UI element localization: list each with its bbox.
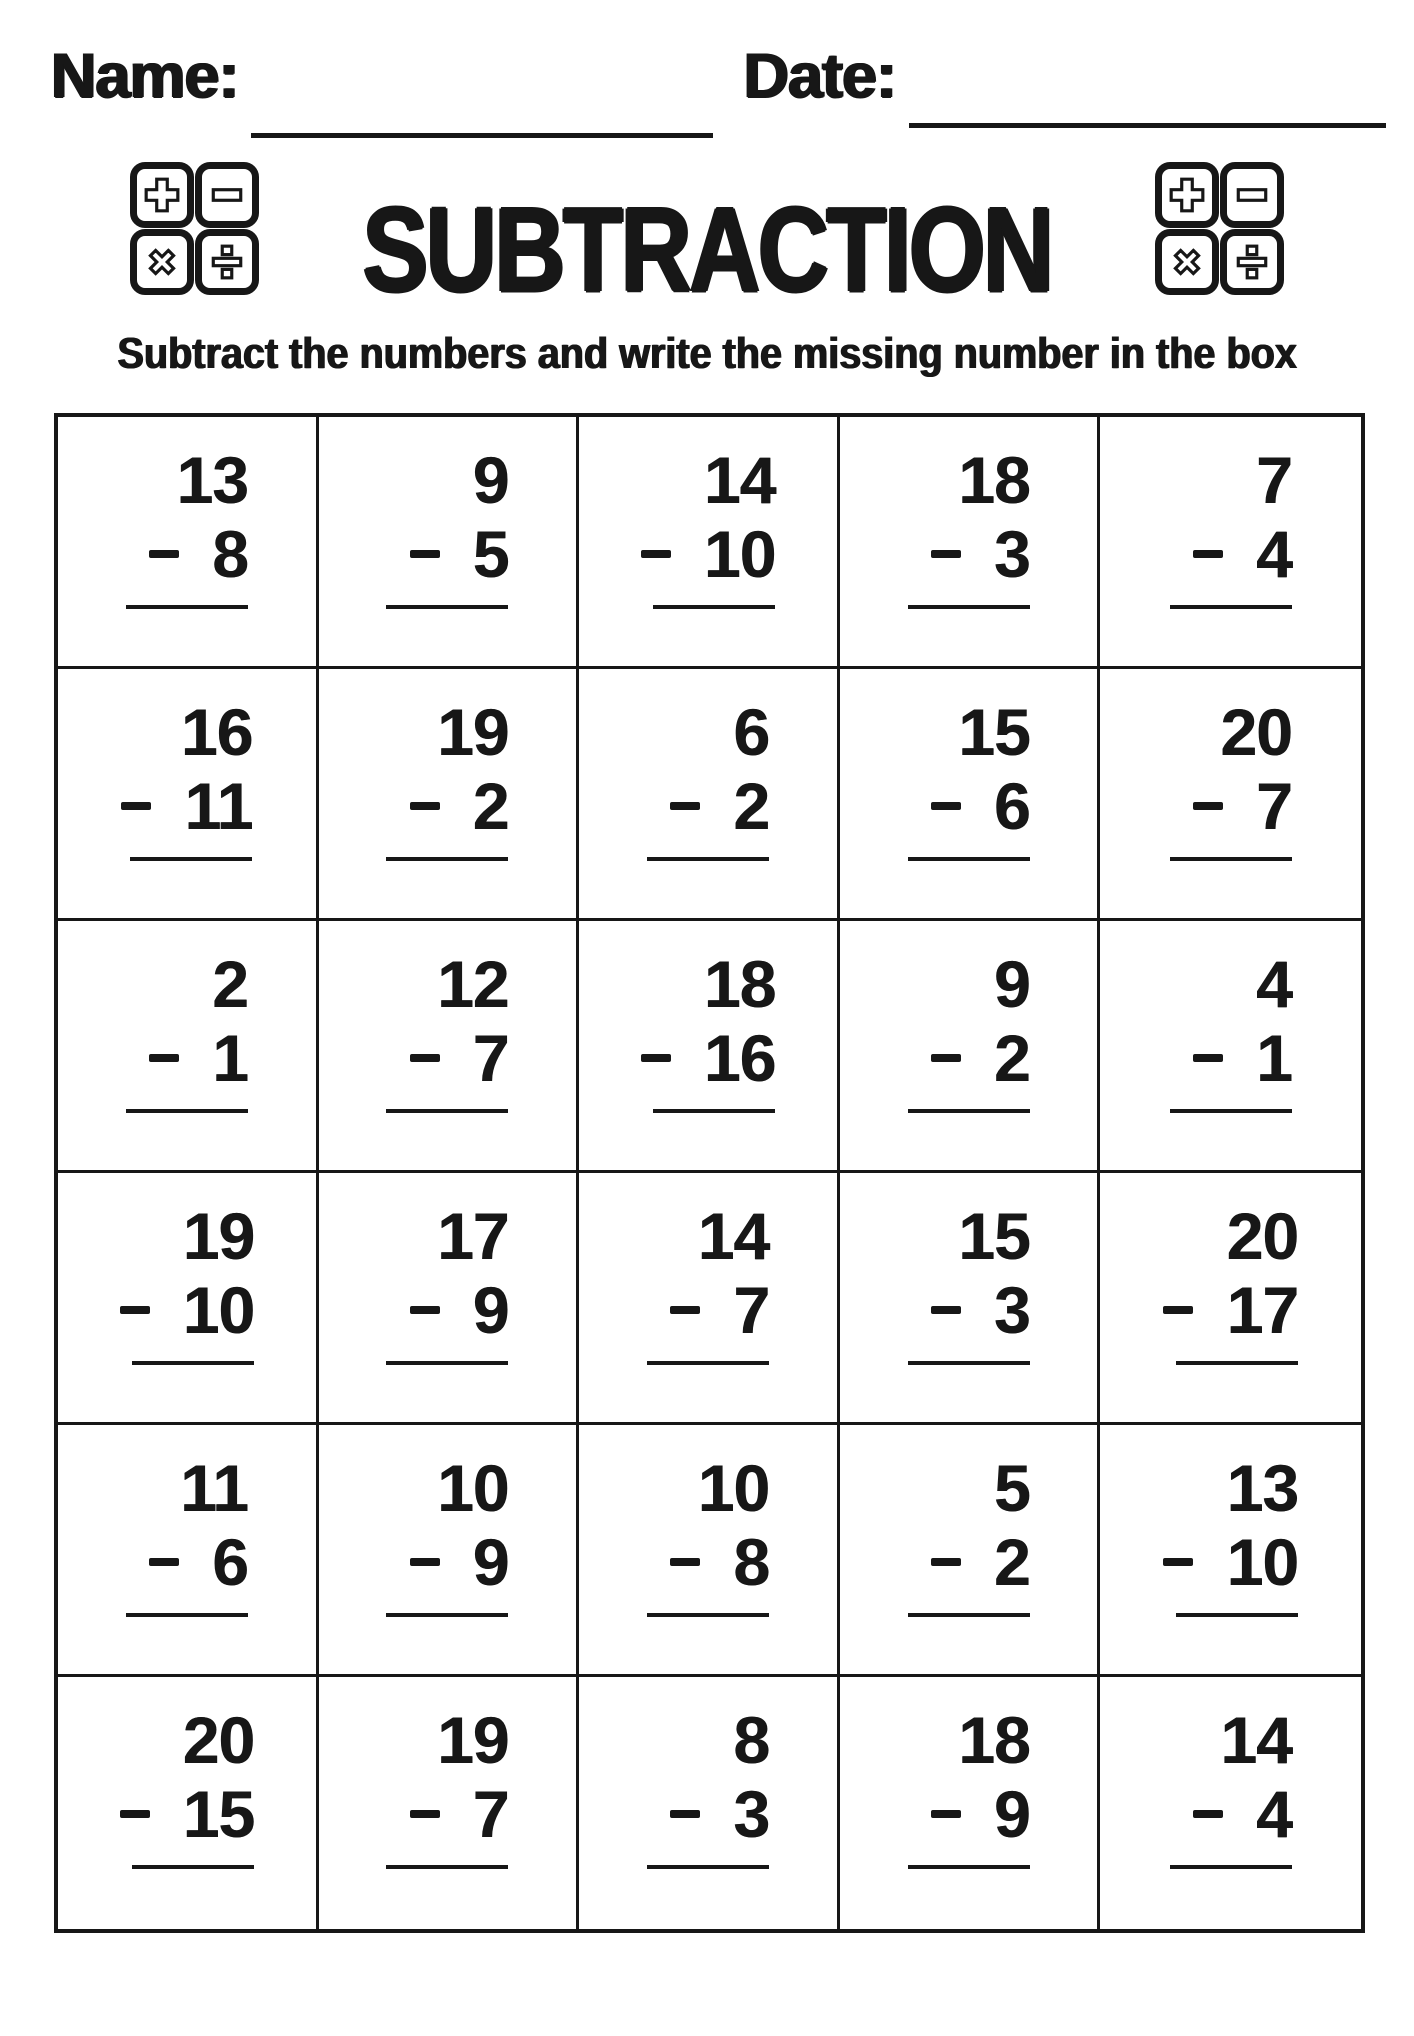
- answer-line[interactable]: [647, 857, 769, 861]
- subtrahend: 5: [472, 517, 509, 591]
- subtraction-problem: [126, 443, 248, 609]
- subtrahend: 2: [472, 769, 509, 843]
- minuend: 18: [703, 947, 776, 1021]
- minuend: 19: [182, 1199, 254, 1273]
- minuend: 20: [1226, 1199, 1298, 1273]
- minuend: 19: [436, 1703, 509, 1777]
- answer-line[interactable]: [908, 1361, 1030, 1365]
- answer-line[interactable]: [653, 1109, 775, 1113]
- answer-line[interactable]: [1176, 1361, 1298, 1365]
- minus-icon: [931, 1810, 961, 1818]
- subtrahend: 11: [184, 769, 253, 843]
- answer-line[interactable]: [386, 1613, 508, 1617]
- problem-cell: [840, 921, 1101, 1173]
- problem-cell: [319, 417, 580, 669]
- subtraction-problem: [121, 695, 252, 861]
- name-label: Name:: [51, 41, 239, 111]
- minus-icon: [410, 1558, 440, 1566]
- answer-line[interactable]: [126, 1109, 248, 1113]
- subtraction-problem: [386, 1451, 508, 1617]
- minus-icon: [931, 1306, 961, 1314]
- minus-icon: [931, 550, 961, 558]
- answer-line[interactable]: [908, 1109, 1030, 1113]
- minuend: 9: [472, 443, 509, 517]
- answer-line[interactable]: [386, 1109, 508, 1113]
- subtraction-problem: [1170, 1703, 1292, 1869]
- minus-icon: [410, 1306, 440, 1314]
- subtraction-problem: [908, 443, 1030, 609]
- subtraction-problem: [386, 695, 508, 861]
- subtraction-problem: [386, 947, 508, 1113]
- subtrahend-row: [410, 769, 509, 843]
- subtrahend: 17: [1226, 1273, 1298, 1347]
- subtrahend-row: [670, 1273, 769, 1347]
- minus-icon: [149, 1558, 179, 1566]
- subtraction-problem: [120, 1703, 254, 1869]
- minus-icon: [1193, 1810, 1223, 1818]
- problem-cell: [1100, 1425, 1361, 1677]
- subtrahend: 7: [472, 1777, 509, 1851]
- answer-line[interactable]: [1170, 857, 1292, 861]
- plus-icon: [1155, 162, 1219, 228]
- problem-cell: [1100, 417, 1361, 669]
- problem-cell: [840, 1425, 1101, 1677]
- divide-icon: [1220, 229, 1284, 295]
- problem-cell: [58, 921, 319, 1173]
- subtraction-problem: [386, 1199, 508, 1365]
- subtraction-problem: [641, 443, 775, 609]
- multiply-icon: [1155, 229, 1219, 295]
- subtrahend-row: [149, 517, 248, 591]
- instructions-text: Subtract the numbers and write the missing number in the box: [117, 329, 1297, 378]
- subtraction-problem: [1163, 1451, 1297, 1617]
- minus-icon: [195, 162, 259, 228]
- minuend: 4: [1255, 947, 1292, 1021]
- subtrahend-row: [931, 517, 1030, 591]
- minuend: 14: [697, 1199, 769, 1273]
- minus-icon: [121, 802, 151, 810]
- problem-cell: [579, 417, 840, 669]
- problem-cell: [319, 1173, 580, 1425]
- header-row: [51, 36, 1386, 116]
- subtrahend-row: [1193, 769, 1292, 843]
- subtrahend: 6: [212, 1525, 248, 1599]
- subtrahend-row: [931, 769, 1030, 843]
- answer-line[interactable]: [908, 605, 1030, 609]
- subtraction-problem: [1170, 443, 1292, 609]
- minuend: 11: [180, 1451, 248, 1525]
- subtraction-problem: [126, 1451, 248, 1617]
- minus-icon: [931, 1558, 961, 1566]
- subtrahend-row: [931, 1273, 1030, 1347]
- minuend: 16: [180, 695, 253, 769]
- subtrahend: 9: [472, 1273, 509, 1347]
- subtrahend: 4: [1255, 1777, 1292, 1851]
- problem-cell: [579, 1425, 840, 1677]
- problem-cell: [1100, 1677, 1361, 1929]
- subtrahend: 10: [182, 1273, 254, 1347]
- subtrahend-row: [149, 1021, 248, 1095]
- answer-line[interactable]: [908, 857, 1030, 861]
- minus-icon: [120, 1306, 150, 1314]
- minuend: 18: [958, 443, 1030, 517]
- page-title: SUBTRACTION: [362, 183, 1052, 317]
- minuend: 14: [1220, 1703, 1292, 1777]
- minuend: 10: [436, 1451, 509, 1525]
- minus-icon: [1163, 1558, 1193, 1566]
- subtraction-problem: [908, 1451, 1030, 1617]
- subtrahend-row: [410, 1273, 509, 1347]
- minuend: 18: [958, 1703, 1030, 1777]
- answer-line[interactable]: [647, 1361, 769, 1365]
- minuend: 13: [176, 443, 248, 517]
- minuend: 13: [1226, 1451, 1298, 1525]
- subtrahend-row: [670, 1777, 769, 1851]
- minus-icon: [1220, 162, 1284, 228]
- answer-line[interactable]: [386, 857, 508, 861]
- minus-icon: [149, 550, 179, 558]
- answer-line[interactable]: [1170, 1109, 1292, 1113]
- problems-grid: [54, 413, 1365, 1933]
- subtraction-problem: [647, 1703, 769, 1869]
- subtraction-problem: [908, 695, 1030, 861]
- problem-cell: [58, 1425, 319, 1677]
- problem-cell: [1100, 1173, 1361, 1425]
- subtraction-problem: [908, 1199, 1030, 1365]
- subtrahend-row: [931, 1777, 1030, 1851]
- minus-icon: [670, 802, 700, 810]
- subtrahend-row: [410, 1777, 509, 1851]
- minus-icon: [670, 1306, 700, 1314]
- subtrahend-row: [670, 1525, 769, 1599]
- math-operations-icon-left: [130, 162, 259, 295]
- subtrahend: 7: [733, 1273, 769, 1347]
- problem-cell: [58, 1173, 319, 1425]
- minuend: 14: [703, 443, 776, 517]
- minus-icon: [1193, 1054, 1223, 1062]
- subtrahend-row: [121, 769, 252, 843]
- problem-cell: [319, 669, 580, 921]
- subtrahend: 2: [993, 1525, 1030, 1599]
- subtrahend-row: [931, 1525, 1030, 1599]
- minuend: 20: [182, 1703, 254, 1777]
- subtrahend: 10: [1226, 1525, 1298, 1599]
- problem-cell: [1100, 669, 1361, 921]
- minuend: 7: [1255, 443, 1292, 517]
- minus-icon: [641, 550, 671, 558]
- subtrahend-row: [120, 1777, 254, 1851]
- subtrahend-row: [670, 769, 769, 843]
- answer-line[interactable]: [647, 1865, 769, 1869]
- minuend: 10: [697, 1451, 769, 1525]
- subtrahend: 1: [212, 1021, 248, 1095]
- subtrahend: 1: [1255, 1021, 1292, 1095]
- subtrahend: 10: [703, 517, 776, 591]
- subtrahend: 7: [1255, 769, 1292, 843]
- subtraction-problem: [1163, 1199, 1297, 1365]
- minuend: 17: [436, 1199, 509, 1273]
- subtraction-problem: [647, 1199, 769, 1365]
- subtrahend-row: [149, 1525, 248, 1599]
- problem-cell: [58, 417, 319, 669]
- subtrahend: 3: [733, 1777, 769, 1851]
- minuend: 8: [733, 1703, 769, 1777]
- answer-line[interactable]: [132, 1361, 254, 1365]
- subtrahend-row: [931, 1021, 1030, 1095]
- answer-line[interactable]: [130, 857, 252, 861]
- subtrahend-row: [1163, 1273, 1297, 1347]
- subtrahend: 3: [993, 1273, 1030, 1347]
- problem-cell: [579, 921, 840, 1173]
- minus-icon: [410, 1810, 440, 1818]
- subtraction-problem: [647, 1451, 769, 1617]
- answer-line[interactable]: [1176, 1613, 1298, 1617]
- answer-line[interactable]: [386, 1865, 508, 1869]
- answer-line[interactable]: [386, 605, 508, 609]
- subtrahend-row: [1193, 517, 1292, 591]
- subtraction-problem: [641, 947, 775, 1113]
- problem-cell: [319, 1425, 580, 1677]
- problem-cell: [840, 417, 1101, 669]
- minuend: 15: [958, 1199, 1030, 1273]
- subtrahend-row: [410, 1021, 509, 1095]
- minus-icon: [410, 550, 440, 558]
- subtrahend: 8: [212, 517, 248, 591]
- problem-cell: [58, 669, 319, 921]
- answer-line[interactable]: [908, 1613, 1030, 1617]
- subtrahend-row: [1193, 1021, 1292, 1095]
- instructions-row: [0, 326, 1414, 392]
- minuend: 12: [436, 947, 509, 1021]
- minuend: 15: [958, 695, 1030, 769]
- minus-icon: [1163, 1306, 1193, 1314]
- subtraction-problem: [386, 443, 508, 609]
- minuend: 9: [993, 947, 1030, 1021]
- divide-icon: [195, 229, 259, 295]
- subtrahend-row: [641, 517, 775, 591]
- answer-line[interactable]: [126, 1613, 248, 1617]
- name-input-line[interactable]: [251, 132, 713, 138]
- problem-cell: [319, 921, 580, 1173]
- answer-line[interactable]: [908, 1865, 1030, 1869]
- problem-cell: [840, 1173, 1101, 1425]
- subtrahend: 7: [472, 1021, 509, 1095]
- subtrahend: 4: [1255, 517, 1292, 591]
- minuend: 6: [733, 695, 769, 769]
- answer-line[interactable]: [653, 605, 775, 609]
- minus-icon: [670, 1810, 700, 1818]
- subtrahend: 2: [993, 1021, 1030, 1095]
- subtraction-problem: [908, 1703, 1030, 1869]
- subtraction-problem: [1170, 695, 1292, 861]
- plus-icon: [130, 162, 194, 228]
- minuend: 5: [993, 1451, 1030, 1525]
- minus-icon: [641, 1054, 671, 1062]
- minus-icon: [1193, 550, 1223, 558]
- minus-icon: [410, 1054, 440, 1062]
- subtrahend: 2: [733, 769, 769, 843]
- problem-cell: [579, 1677, 840, 1929]
- answer-line[interactable]: [386, 1361, 508, 1365]
- subtrahend: 9: [472, 1525, 509, 1599]
- problem-cell: [840, 669, 1101, 921]
- subtrahend: 8: [733, 1525, 769, 1599]
- minus-icon: [149, 1054, 179, 1062]
- problem-cell: [319, 1677, 580, 1929]
- subtrahend-row: [120, 1273, 254, 1347]
- answer-line[interactable]: [126, 605, 248, 609]
- subtraction-problem: [647, 695, 769, 861]
- problem-cell: [579, 669, 840, 921]
- subtrahend-row: [1193, 1777, 1292, 1851]
- subtrahend: 15: [182, 1777, 254, 1851]
- problem-cell: [840, 1677, 1101, 1929]
- problem-cell: [58, 1677, 319, 1929]
- date-label: Date:: [743, 41, 897, 111]
- answer-line[interactable]: [132, 1865, 254, 1869]
- subtrahend-row: [1163, 1525, 1297, 1599]
- subtraction-problem: [1170, 947, 1292, 1113]
- subtraction-problem: [908, 947, 1030, 1113]
- minus-icon: [670, 1558, 700, 1566]
- subtrahend: 9: [993, 1777, 1030, 1851]
- subtraction-problem: [386, 1703, 508, 1869]
- minus-icon: [931, 802, 961, 810]
- minus-icon: [1193, 802, 1223, 810]
- subtrahend-row: [410, 517, 509, 591]
- subtraction-problem: [126, 947, 248, 1113]
- answer-line[interactable]: [1170, 1865, 1292, 1869]
- multiply-icon: [130, 229, 194, 295]
- minus-icon: [931, 1054, 961, 1062]
- subtraction-problem: [120, 1199, 254, 1365]
- answer-line[interactable]: [1170, 605, 1292, 609]
- answer-line[interactable]: [647, 1613, 769, 1617]
- problem-cell: [1100, 921, 1361, 1173]
- minus-icon: [410, 802, 440, 810]
- minuend: 20: [1220, 695, 1292, 769]
- title-row: [0, 160, 1414, 317]
- subtrahend: 3: [993, 517, 1030, 591]
- problem-cell: [579, 1173, 840, 1425]
- date-input-line[interactable]: [909, 122, 1386, 128]
- minus-icon: [120, 1810, 150, 1818]
- minuend: 19: [436, 695, 509, 769]
- minuend: 2: [212, 947, 248, 1021]
- subtrahend: 16: [703, 1021, 776, 1095]
- math-operations-icon-right: [1155, 162, 1284, 295]
- subtrahend-row: [641, 1021, 775, 1095]
- subtrahend-row: [410, 1525, 509, 1599]
- subtrahend: 6: [993, 769, 1030, 843]
